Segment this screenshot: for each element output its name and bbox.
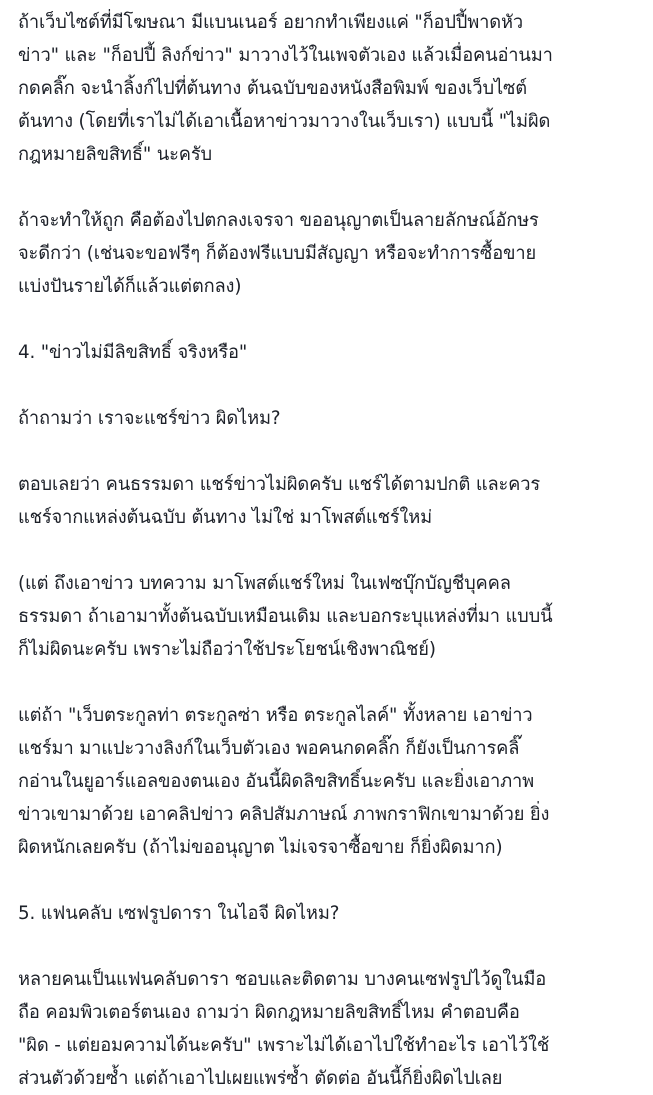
paragraph-gap xyxy=(18,534,641,567)
text-line: ถ้าจะทำให้ถูก คือต้องไปตกลงเจรจา ขออนุญาตเป็นลายลักษณ์อักษร xyxy=(18,210,539,231)
paragraph-question-share xyxy=(18,402,641,435)
text-line: จะดีกว่า (เช่นจะขอฟรีๆ ก็ต้องฟรีแบบมีสัญญา หรือจะทำการซื้อขาย xyxy=(18,243,537,264)
paragraph-fanclub-save-photos xyxy=(18,963,641,1095)
text-line: แต่ถ้า "เว็บตระกูลท่า ตระกูลซ่า หรือ ตระกูลไลค์" ทั้งหลาย เอาข่าว xyxy=(18,705,533,726)
text-line: ข่าวเขามาด้วย เอาคลิปข่าว คลิปสัมภาษณ์ ภาพกราฟิกเขามาด้วย ยิ่ง xyxy=(18,804,550,825)
text-line: ธรรมดา ถ้าเอามาทั้งต้นฉบับเหมือนเดิม และบอกระบุแหล่งที่มา แบบนี้ xyxy=(18,606,553,627)
text-line: ผิดหนักเลยครับ (ถ้าไม่ขออนุญาต ไม่เจรจาซื้อขาย ก็ยิ่งผิดมาก) xyxy=(18,837,503,858)
text-line: แชร์มา มาแปะวางลิงก์ในเว็บตัวเอง พอคนกดคลิ๊ก ก็ยังเป็นการคลิ๊ xyxy=(18,738,520,759)
paragraph-gap xyxy=(18,369,641,402)
paragraph-gap xyxy=(18,171,641,204)
paragraph-negotiate-permission xyxy=(18,204,641,303)
text-line: ข่าว" และ "ก็อปปี้ ลิงก์ข่าว" มาวางไว้ในเพจตัวเอง แล้วเมื่อคนอ่านมา xyxy=(18,45,553,66)
text-line: หลายคนเป็นแฟนคลับดารา ชอบและติดตาม บางคนเซฟรูปไว้ดูในมือ xyxy=(18,969,547,990)
text-line: ถ้าเว็บไซต์ที่มีโฆษณา มีแบนเนอร์ อยากทำเพียงแค่ "ก็อปปี้พาดหัว xyxy=(18,12,524,33)
text-line: ก็ไม่ผิดนะครับ เพราะไม่ถือว่าใช้ประโยชน์เชิงพาณิชย์) xyxy=(18,639,436,660)
text-line: กอ่านในยูอาร์แอลของตนเอง อันนี้ผิดลิขสิทธิ์นะครับ และยิ่งเอาภาพ xyxy=(18,771,535,792)
paragraph-gap xyxy=(18,930,641,963)
section-heading-5 xyxy=(18,897,641,930)
text-line: กดคลิ๊ก จะนำลิ้งก์ไปที่ต้นทาง ต้นฉบับของหนังสือพิมพ์ ของเว็บไซต์ xyxy=(18,78,527,99)
paragraph-gap xyxy=(18,666,641,699)
text-line: กฎหมายลิขสิทธิ์" นะครับ xyxy=(18,144,212,165)
text-line: ตอบเลยว่า คนธรรมดา แชร์ข่าวไม่ผิดครับ แชร์ได้ตามปกติ และควร xyxy=(18,474,541,495)
text-line: "ผิด - แต่ยอมความได้นะครับ" เพราะไม่ได้เอาไปใช้ทำอะไร เอาไว้ใช้ xyxy=(18,1035,550,1056)
paragraph-commercial-sites xyxy=(18,699,641,864)
paragraph-gap xyxy=(18,435,641,468)
text-line: ส่วนตัวด้วยซ้ำ แต่ถ้าเอาไปเผยแพร่ซ้ำ ตัดต่อ อันนี้ก็ยิ่งผิดไปเลย xyxy=(18,1068,503,1089)
section-heading-4 xyxy=(18,336,641,369)
text-line: (แต่ ถึงเอาข่าว บทความ มาโพสต์แชร์ใหม่ ในเฟซบุ๊กบัญชีบุคคล xyxy=(18,573,511,594)
text-line: แชร์จากแหล่งต้นฉบับ ต้นทาง ไม่ใช่ มาโพสต์แชร์ใหม่ xyxy=(18,507,433,528)
text-line: ถ้าถามว่า เราจะแชร์ข่าว ผิดไหม? xyxy=(18,408,281,429)
heading-line: 4. "ข่าวไม่มีลิขสิทธิ์ จริงหรือ" xyxy=(18,342,248,363)
paragraph-copy-headline-link xyxy=(18,6,641,171)
paragraph-personal-repost xyxy=(18,567,641,666)
paragraph-answer-share xyxy=(18,468,641,534)
paragraph-gap xyxy=(18,303,641,336)
paragraph-gap xyxy=(18,864,641,897)
text-line: ต้นทาง (โดยที่เราไม่ได้เอาเนื้อหาข่าวมาวางในเว็บเรา) แบบนี้ "ไม่ผิด xyxy=(18,111,551,132)
text-line: ถือ คอมพิวเตอร์ตนเอง ถามว่า ผิดกฎหมายลิขสิทธิ์ไหม คำตอบคือ xyxy=(18,1002,520,1023)
heading-line: 5. แฟนคลับ เซฟรูปดารา ในไอจี ผิดไหม? xyxy=(18,903,340,924)
text-line: แบ่งปันรายได้ก็แล้วแต่ตกลง) xyxy=(18,276,242,297)
